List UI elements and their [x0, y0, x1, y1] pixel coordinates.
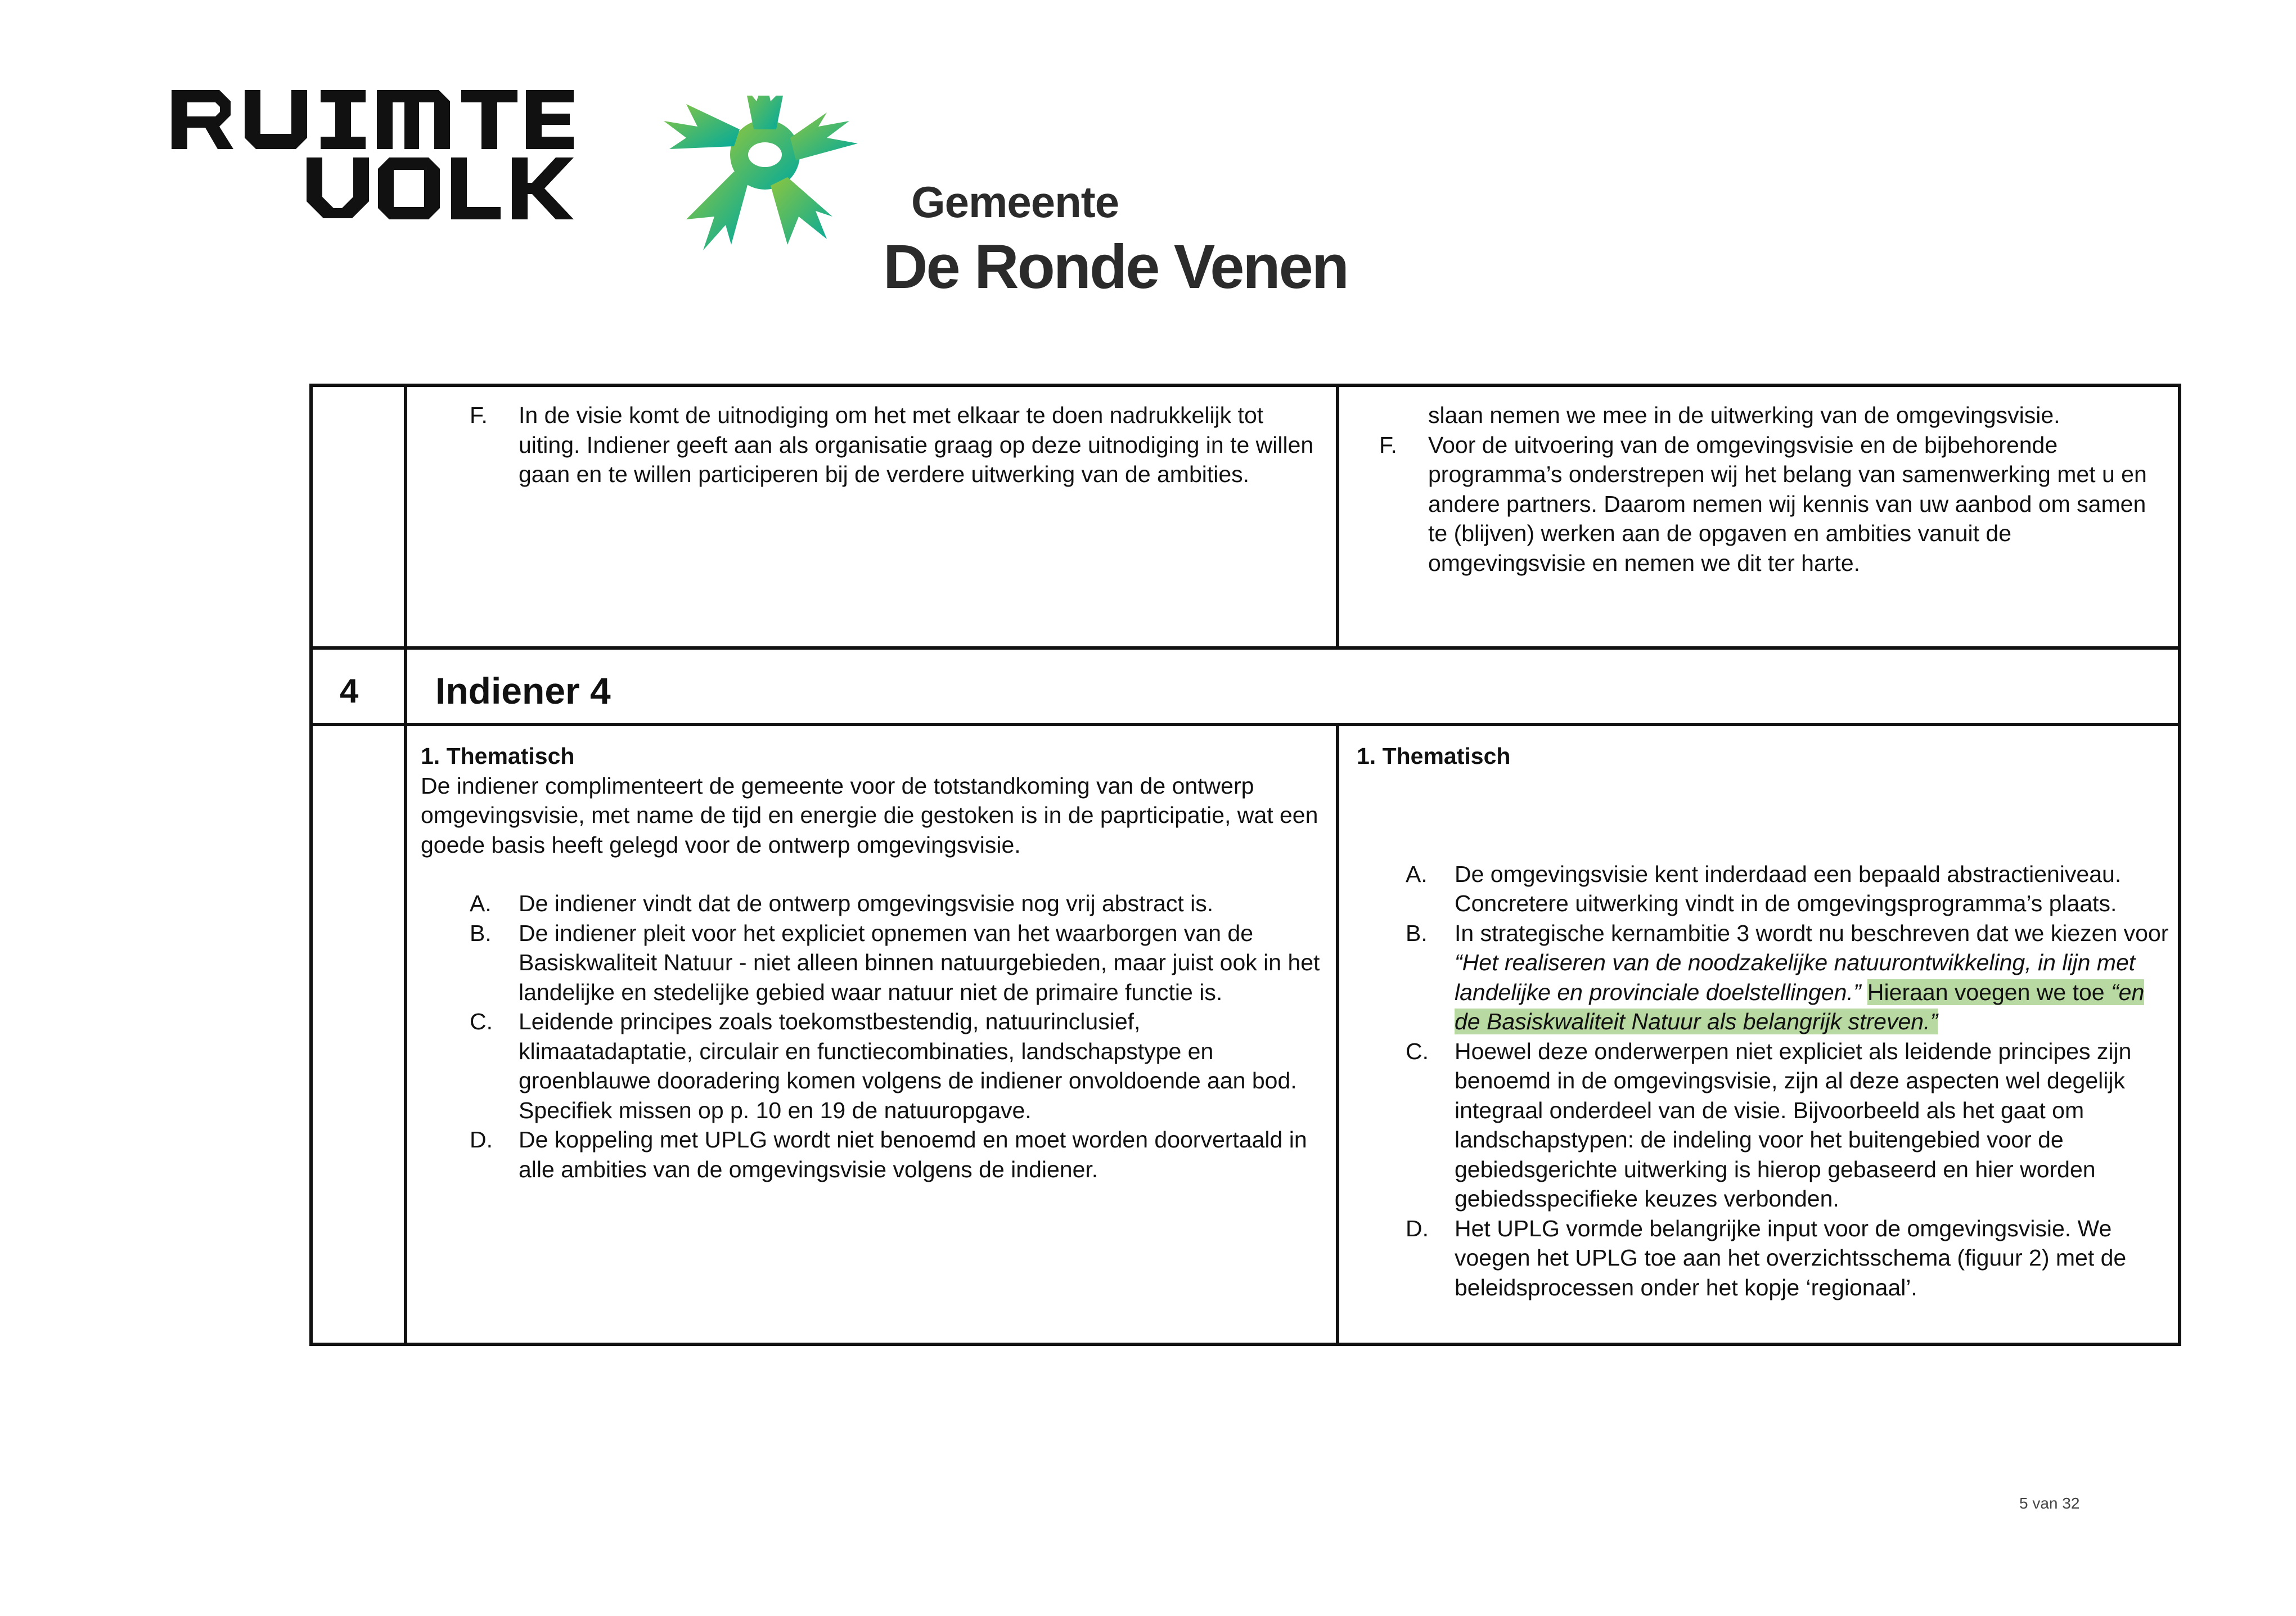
highlight-quote: “en de Basiskwaliteit Natuur als belangrijk streven.”	[1455, 979, 2145, 1034]
list-text: De indiener vindt dat de ontwerp omgevingsvisie nog vrij abstract is.	[519, 890, 1214, 916]
ruimtevolk-logo	[169, 84, 574, 225]
highlight-text: Hieraan voegen we toe	[1867, 979, 2111, 1005]
section-number: 4	[340, 672, 359, 710]
list-text: Hoewel deze onderwerpen niet expliciet als leidende principes zijn benoemd in de omgevingsvisie, zijn al deze aspecten wel degelijk integraal onderdeel van de visie. Bijvoorbeeld als het gaat om landschapstypen: de indeling voor het buitengebied voor de gebiedsgerichte uitwerking is hierop gebaseerd en hier worden gebiedsspecifieke keuzes verbonden.	[1455, 1038, 2132, 1212]
list-marker: D.	[1406, 1215, 1429, 1241]
list-item	[1406, 1214, 2172, 1303]
list-marker: B.	[1406, 920, 1428, 946]
list-text: Voor de uitvoering van de omgevingsvisie en de bijbehorende programma’s onderstrepen wij het belang van samenwerking met u en andere partners. Daarom nemen wij kennis van uw aanbod om samen te (blijven) werken aan de opgaven en ambities vanuit de omgevingsvisie en nemen we dit ter harte.	[1428, 431, 2147, 576]
gemeente-label: Gemeente	[911, 177, 1119, 227]
list-text: In de visie komt de uitnodiging om het met elkaar te doen nadrukkelijk tot uiting. Indiener geeft aan als organisatie graag op deze uitnodiging in te willen gaan en te willen participeren bij de verdere uitwerking van de ambities.	[519, 402, 1314, 487]
list-marker: A.	[470, 890, 492, 916]
table-col-divider	[1336, 384, 1339, 648]
gemeente-star-logo	[652, 96, 894, 264]
section-title: Indiener 4	[435, 670, 611, 712]
list-marker: D.	[470, 1127, 493, 1153]
continued-text: slaan nemen we mee in de uitwerking van de omgevingsvisie.	[1428, 402, 2060, 428]
list-item	[470, 919, 1321, 1007]
intro-paragraph: De indiener complimenteert de gemeente voor de totstandkoming van de ontwerp omgevingsvisie, met name de tijd en energie die gestoken is in de paprticipatie, wat een goede basis heeft gelegd voor de ontwerp omgevingsvisie.	[421, 772, 1318, 858]
list-item	[470, 889, 1321, 919]
list-text: In strategische kernambitie 3 wordt nu beschreven dat we kiezen voor	[1455, 920, 2169, 946]
list-marker: C.	[470, 1009, 493, 1034]
table-row-divider	[309, 646, 2181, 650]
cell-heading: 1. Thematisch	[1357, 743, 1511, 769]
list-text: De koppeling met UPLG wordt niet benoemd en moet worden doorvertaald in alle ambities van de omgevingsvisie volgens de indiener.	[519, 1127, 1307, 1182]
response-cell	[1357, 741, 2172, 1302]
page-number: 5 van 32	[2019, 1495, 2080, 1512]
list-item	[470, 1007, 1321, 1125]
municipality-name: De Ronde Venen	[883, 232, 1348, 301]
list-item	[1406, 859, 2172, 919]
table-col-divider	[1336, 723, 1339, 1346]
list-marker: F.	[1379, 431, 1397, 458]
table-col-divider	[404, 384, 407, 1346]
list-item	[1379, 430, 2167, 578]
list-text: Leidende principes zoals toekomstbestendig, natuurinclusief, klimaatadaptatie, circulair en functiecombinaties, landschapstype en groenblauwe dooradering komen volgens de indiener onvoldoende aan bod. Specifiek missen op p. 10 en 19 de natuuropgave.	[519, 1009, 1297, 1123]
list-marker: A.	[1406, 861, 1428, 887]
list-item	[1406, 919, 2172, 1037]
table-border-bottom	[309, 1343, 2181, 1346]
list-marker: B.	[470, 920, 492, 946]
continued-right-cell	[1379, 400, 2167, 578]
list-text: De omgevingsvisie kent inderdaad een bepaald abstractieniveau. Concretere uitwerking vindt in de omgevingsprogramma’s plaats.	[1455, 861, 2122, 916]
submission-cell	[421, 741, 1321, 1184]
table-row-divider	[309, 723, 2181, 726]
list-item	[470, 1125, 1321, 1184]
list-text: Het UPLG vormde belangrijke input voor de omgevingsvisie. We voegen het UPLG toe aan het overzichtsschema (figuur 2) met de beleidsprocessen onder het kopje ‘regionaal’.	[1455, 1215, 2127, 1300]
cell-heading: 1. Thematisch	[421, 743, 575, 769]
list-marker: F.	[470, 402, 488, 428]
continued-left-cell	[470, 400, 1322, 489]
table-border-left	[309, 384, 313, 1346]
list-item	[470, 400, 1322, 489]
table-border-top	[309, 384, 2181, 387]
table-border-right	[2178, 384, 2181, 1346]
quoted-ambition: “Het realiseren van de noodzakelijke natuurontwikkeling, in lijn met landelijke en provinciale doelstellingen.”	[1455, 949, 2136, 1005]
list-item	[1406, 1037, 2172, 1214]
list-text: De indiener pleit voor het expliciet opnemen van het waarborgen van de Basiskwaliteit Natuur - niet alleen binnen natuurgebieden, maar juist ook in het landelijke en stedelijke gebied waar natuur niet de primaire functie is.	[519, 920, 1320, 1005]
list-marker: C.	[1406, 1038, 1429, 1064]
